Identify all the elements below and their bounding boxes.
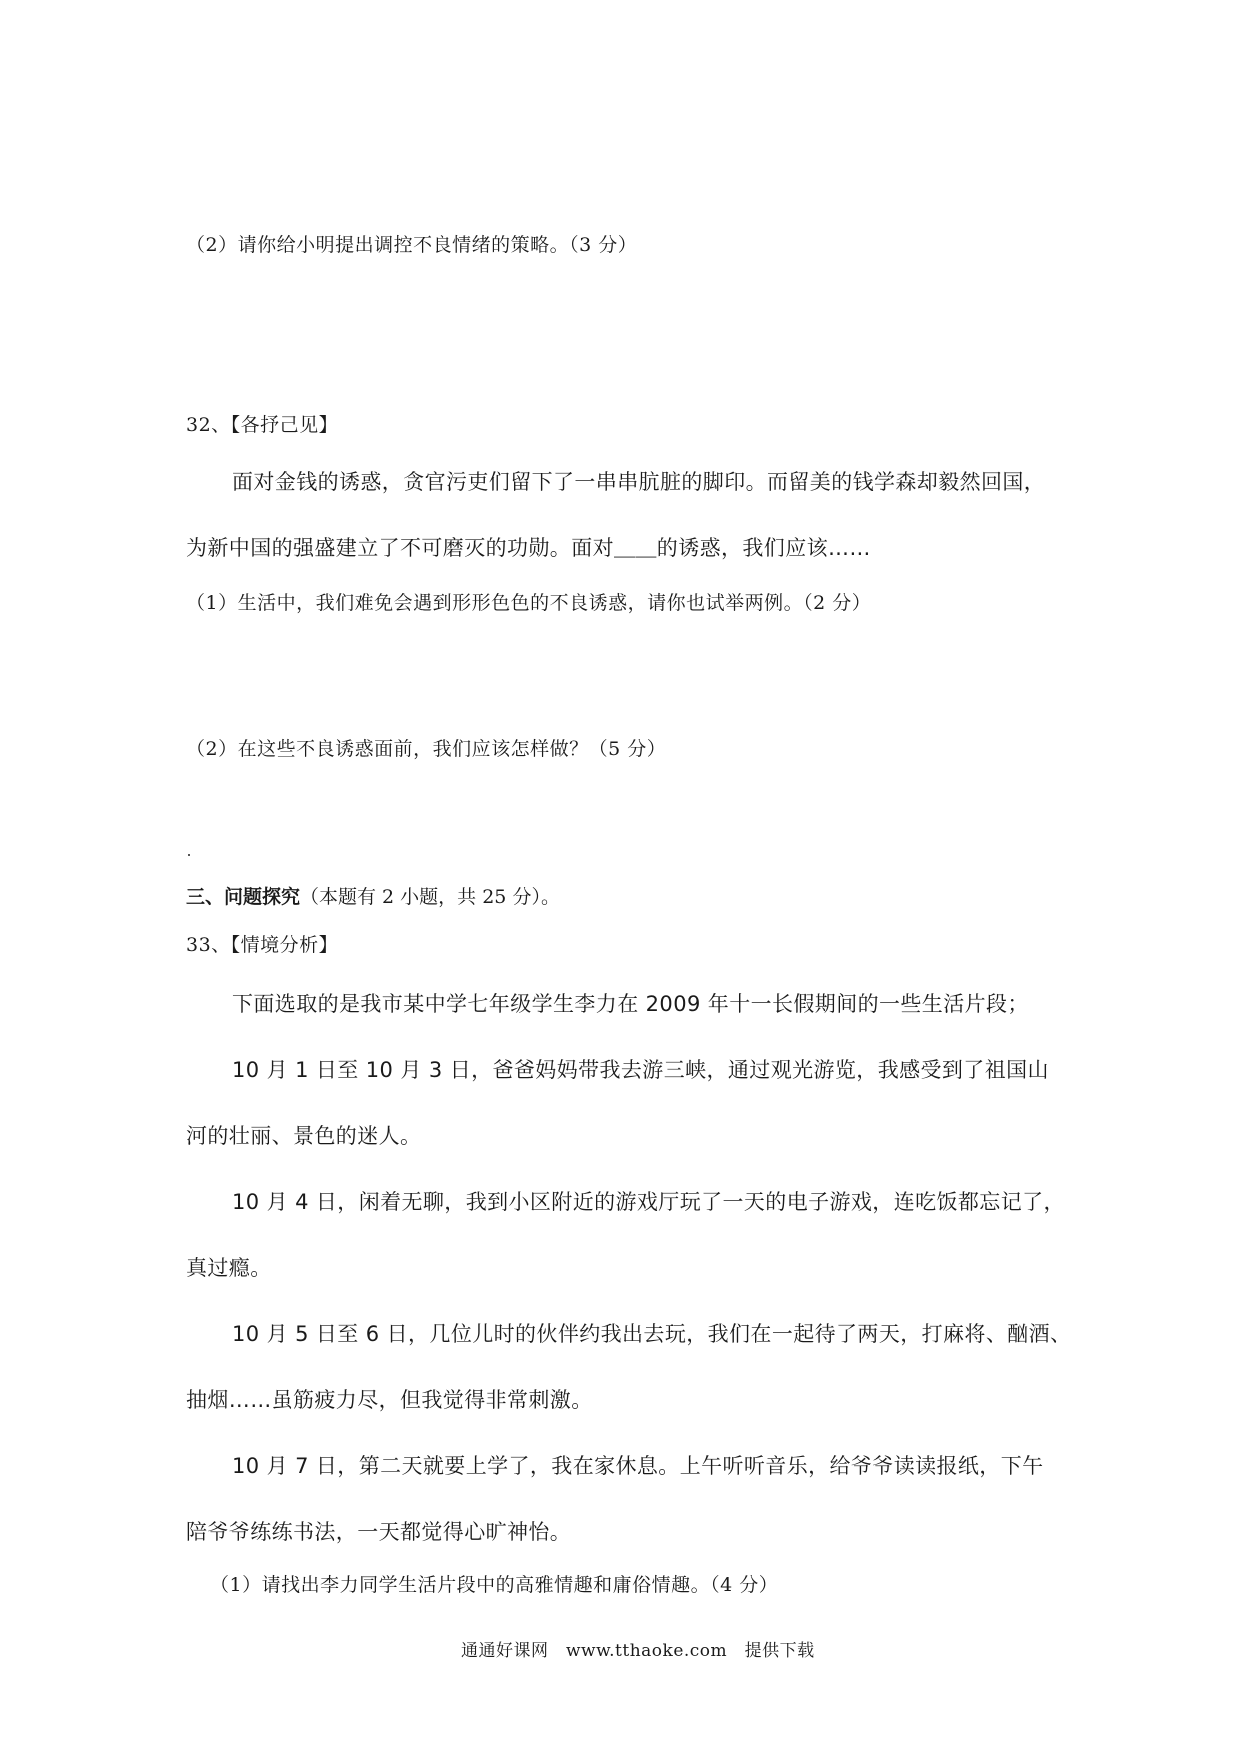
question-33-part-1: （1）请找出李力同学生活片段中的高雅情趣和庸俗情趣。（4 分） (210, 1574, 779, 1596)
question-33-line-4: 10 月 4 日，闲着无聊，我到小区附近的游戏厅玩了一天的电子游戏，连吃饭都忘记了， (232, 1190, 1065, 1214)
page-footer: 通通好课网 www.tthaoke.com 提供下载 (461, 1641, 815, 1661)
question-33-line-2: 10 月 1 日至 10 月 3 日，爸爸妈妈带我去游三峡，通过观光游览，我感受到了祖国山 (232, 1058, 1049, 1082)
question-33-line-8: 10 月 7 日，第二天就要上学了，我在家休息。上午听听音乐，给爷爷读读报纸，下午 (232, 1454, 1044, 1478)
question-33-line-9: 陪爷爷练练书法，一天都觉得心旷神怡。 (186, 1520, 572, 1544)
question-31-part-2: （2）请你给小明提出调控不良情绪的策略。（3 分） (186, 234, 638, 256)
section-3-note: （本题有 2 小题，共 25 分）。 (300, 886, 560, 908)
question-32-heading: 32、【各抒己见】 (186, 414, 339, 436)
question-32-paragraph-line-1: 面对金钱的诱惑，贪官污吏们留下了一串串肮脏的脚印。而留美的钱学森却毅然回国， (232, 470, 1046, 494)
section-3-title: 三、问题探究 (186, 886, 301, 908)
question-33-line-6: 10 月 5 日至 6 日，几位儿时的伙伴约我出去玩，我们在一起待了两天，打麻将、酗酒、 (232, 1322, 1072, 1346)
question-32-part-2: （2）在这些不良诱惑面前，我们应该怎样做？（5 分） (186, 738, 667, 760)
question-33-line-3: 河的壮丽、景色的迷人。 (186, 1124, 422, 1148)
section-3-heading (186, 882, 560, 909)
question-33-line-5: 真过瘾。 (186, 1256, 272, 1280)
question-32-paragraph-line-2: 为新中国的强盛建立了不可磨灭的功勋。面对＿＿的诱惑，我们应该…… (186, 536, 871, 560)
question-33-line-7: 抽烟……虽筋疲力尽，但我觉得非常刺激。 (186, 1388, 593, 1412)
question-33-line-1: 下面选取的是我市某中学七年级学生李力在 2009 年十一长假期间的一些生活片段； (232, 992, 1029, 1016)
stray-dot (188, 854, 190, 856)
question-33-heading: 33、【情境分析】 (186, 934, 339, 956)
question-32-part-1: （1）生活中，我们难免会遇到形形色色的不良诱惑，请你也试举两例。（2 分） (186, 592, 872, 614)
